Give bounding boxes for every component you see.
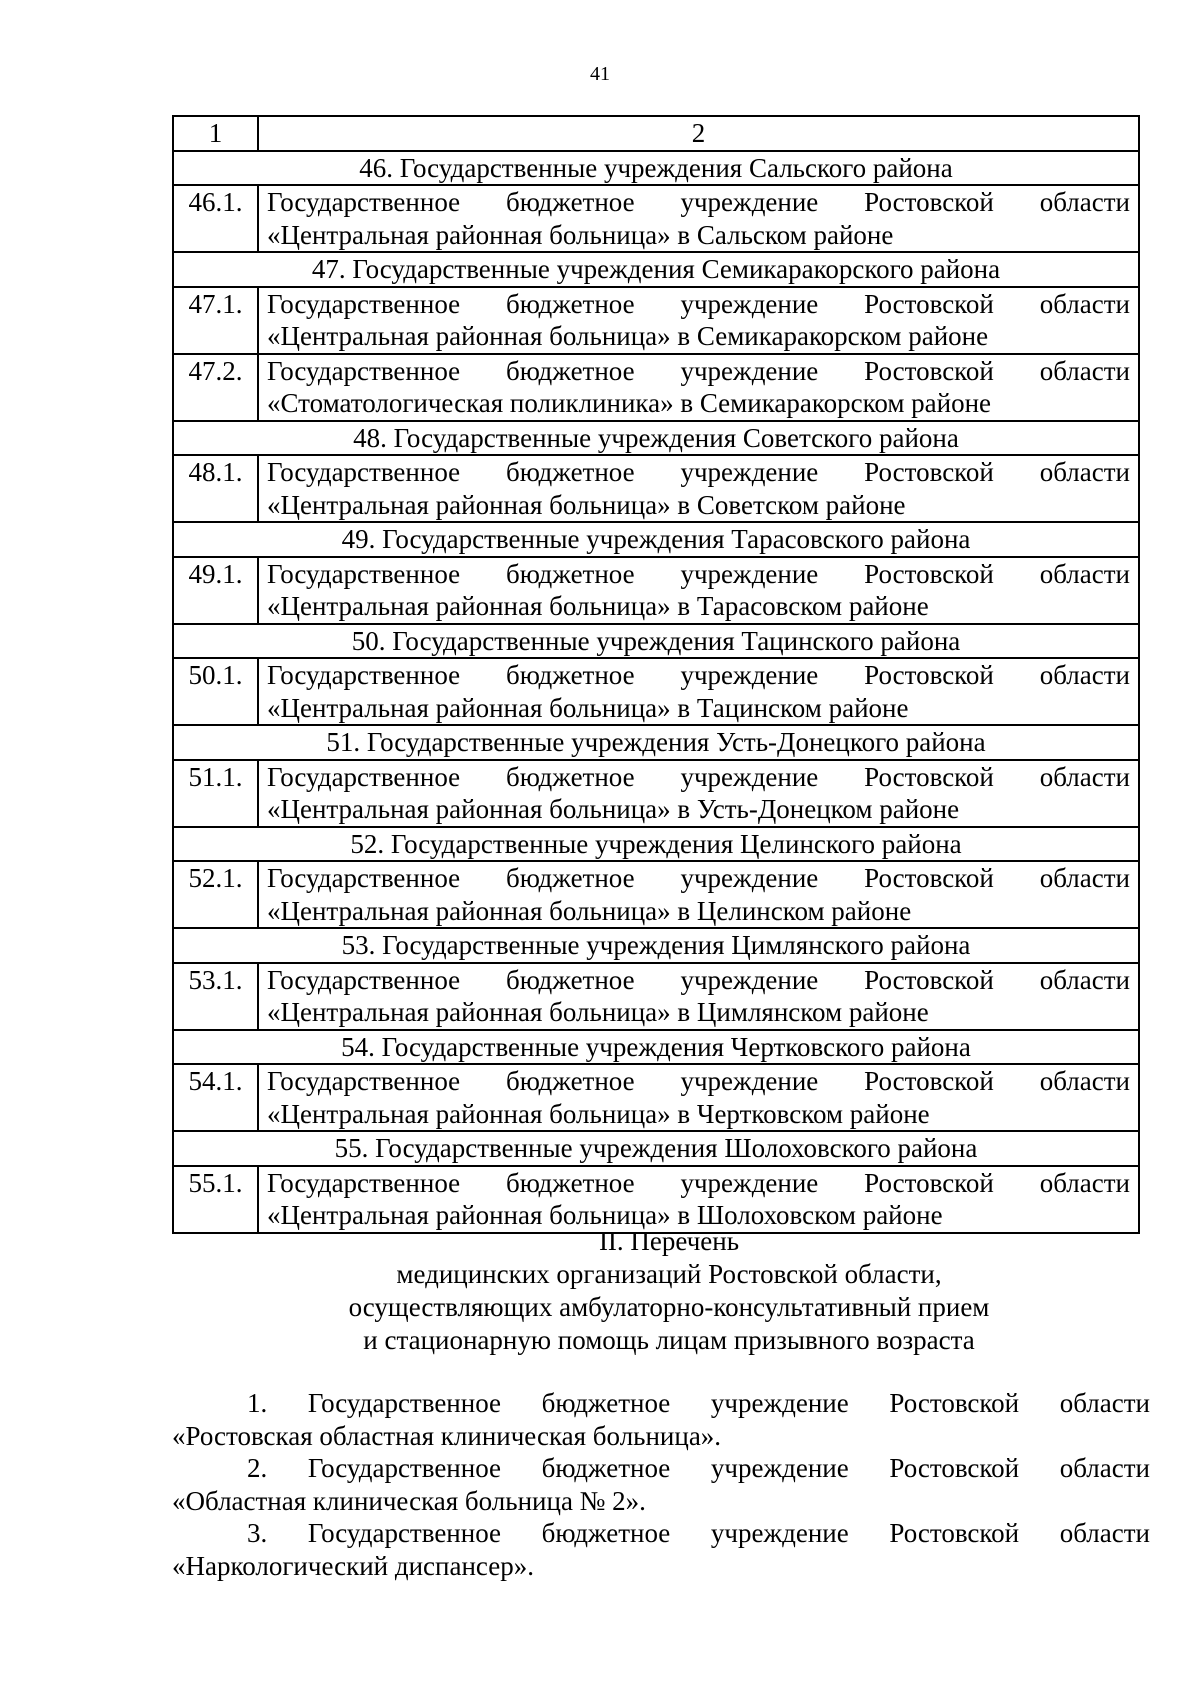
row-number: 47.2. (173, 354, 258, 421)
row-description-line-2: «Центральная районная больница» в Чертковском районе (267, 1098, 930, 1129)
list-item-line-1: 3. Государственное бюджетное учреждение Ростовской области (247, 1518, 1150, 1548)
row-number: 53.1. (173, 963, 258, 1030)
section-title: 49. Государственные учреждения Тарасовского района (173, 522, 1139, 557)
row-description-line-1: Государственное бюджетное учреждение Ростовской области (267, 761, 1130, 792)
header-col-2: 2 (258, 116, 1139, 151)
section-title: 55. Государственные учреждения Шолоховского района (173, 1131, 1139, 1166)
row-number: 52.1. (173, 861, 258, 928)
row-description-line-1: Государственное бюджетное учреждение Ростовской области (267, 457, 1130, 487)
section-heading (0, 1225, 1200, 1357)
table-row (173, 557, 1139, 624)
header-col-1: 1 (173, 116, 258, 151)
table-row (173, 1166, 1139, 1233)
section-title: 50. Государственные учреждения Тацинского района (173, 624, 1139, 659)
row-description-line-1: Государственное бюджетное учреждение Ростовской области (267, 558, 1130, 589)
table-row (173, 185, 1139, 252)
row-description-line-2: «Центральная районная больница» в Тацинском районе (267, 692, 909, 723)
row-description-line-1: Государственное бюджетное учреждение Ростовской области (267, 187, 1130, 217)
row-number: 49.1. (173, 557, 258, 624)
table-row (173, 760, 1139, 827)
list-item (172, 1517, 1150, 1582)
table-row (173, 861, 1139, 928)
row-description-line-2: «Центральная районная больница» в Цимлянском районе (267, 997, 929, 1027)
row-number: 48.1. (173, 455, 258, 522)
row-number: 47.1. (173, 287, 258, 354)
row-description (258, 185, 1139, 252)
table-row (173, 658, 1139, 725)
row-description-line-1: Государственное бюджетное учреждение Ростовской области (267, 1066, 1130, 1096)
row-description (258, 861, 1139, 928)
row-description-line-1: Государственное бюджетное учреждение Ростовской области (267, 863, 1130, 893)
section-title: 54. Государственные учреждения Чертковского района (173, 1030, 1139, 1065)
row-number: 46.1. (173, 185, 258, 252)
list-item (172, 1452, 1150, 1517)
row-description (258, 760, 1139, 827)
row-description (258, 557, 1139, 624)
row-description-line-2: «Центральная районная больница» в Сальском районе (267, 219, 894, 250)
section-row (173, 725, 1139, 760)
section-title: 52. Государственные учреждения Целинского района (173, 827, 1139, 862)
row-description-line-2: «Стоматологическая поликлиника» в Семикаракорском районе (267, 388, 992, 418)
row-description-line-2: «Центральная районная больница» в Усть-Донецком районе (267, 794, 960, 824)
section-title: 46. Государственные учреждения Сальского района (173, 151, 1139, 186)
row-description (258, 658, 1139, 725)
row-description-line-2: «Центральная районная больница» в Семикаракорском районе (267, 321, 989, 351)
table-row (173, 455, 1139, 522)
row-description (258, 1166, 1139, 1233)
section-row (173, 928, 1139, 963)
list-item-line-1: 1. Государственное бюджетное учреждение Ростовской области (247, 1388, 1150, 1418)
section-row (173, 421, 1139, 456)
row-description-line-2: «Центральная районная больница» в Шолоховском районе (267, 1200, 943, 1230)
row-description-line-1: Государственное бюджетное учреждение Ростовской области (267, 660, 1130, 690)
row-description-line-2: «Центральная районная больница» в Советском районе (267, 489, 906, 520)
table-row (173, 1064, 1139, 1131)
section-row (173, 1030, 1139, 1065)
list-item-line-1: 2. Государственное бюджетное учреждение Ростовской области (247, 1453, 1150, 1483)
institutions-table (172, 115, 1140, 1234)
list-item (172, 1387, 1150, 1452)
section-row (173, 624, 1139, 659)
row-description (258, 354, 1139, 421)
row-description-line-2: «Центральная районная больница» в Целинском районе (267, 895, 912, 926)
list-item-line-2: «Наркологический диспансер». (172, 1550, 534, 1581)
organizations-list (172, 1387, 1150, 1582)
table-row (173, 963, 1139, 1030)
row-number: 50.1. (173, 658, 258, 725)
section-title: 51. Государственные учреждения Усть-Донецкого района (173, 725, 1139, 760)
section-heading-line-1: II. Перечень (598, 1226, 740, 1256)
row-description (258, 963, 1139, 1030)
row-description (258, 287, 1139, 354)
section-row (173, 151, 1139, 186)
section-heading-line-4: и стационарную помощь лицам призывного возраста (363, 1325, 975, 1355)
section-heading-line-3: осуществляющих амбулаторно-консультативный прием (348, 1292, 990, 1322)
section-heading-line-2: медицинских организаций Ростовской области, (396, 1259, 942, 1289)
section-row (173, 827, 1139, 862)
section-title: 47. Государственные учреждения Семикаракорского района (173, 252, 1139, 287)
row-number: 55.1. (173, 1166, 258, 1233)
row-description (258, 1064, 1139, 1131)
row-description-line-1: Государственное бюджетное учреждение Ростовской области (267, 964, 1130, 995)
row-number: 51.1. (173, 760, 258, 827)
row-description (258, 455, 1139, 522)
list-item-line-2: «Областная клиническая больница № 2». (172, 1485, 646, 1516)
section-row (173, 1131, 1139, 1166)
row-number: 54.1. (173, 1064, 258, 1131)
table-row (173, 354, 1139, 421)
list-item-line-2: «Ростовская областная клиническая больница». (172, 1420, 722, 1451)
table-header-row (173, 116, 1139, 151)
section-title: 48. Государственные учреждения Советского района (173, 421, 1139, 456)
row-description-line-1: Государственное бюджетное учреждение Ростовской области (267, 1167, 1130, 1198)
section-title: 53. Государственные учреждения Цимлянского района (173, 928, 1139, 963)
page-number: 41 (590, 63, 610, 85)
table-row (173, 287, 1139, 354)
section-row (173, 252, 1139, 287)
section-row (173, 522, 1139, 557)
row-description-line-1: Государственное бюджетное учреждение Ростовской области (267, 355, 1130, 386)
row-description-line-2: «Центральная районная больница» в Тарасовском районе (267, 591, 929, 621)
row-description-line-1: Государственное бюджетное учреждение Ростовской области (267, 288, 1130, 319)
